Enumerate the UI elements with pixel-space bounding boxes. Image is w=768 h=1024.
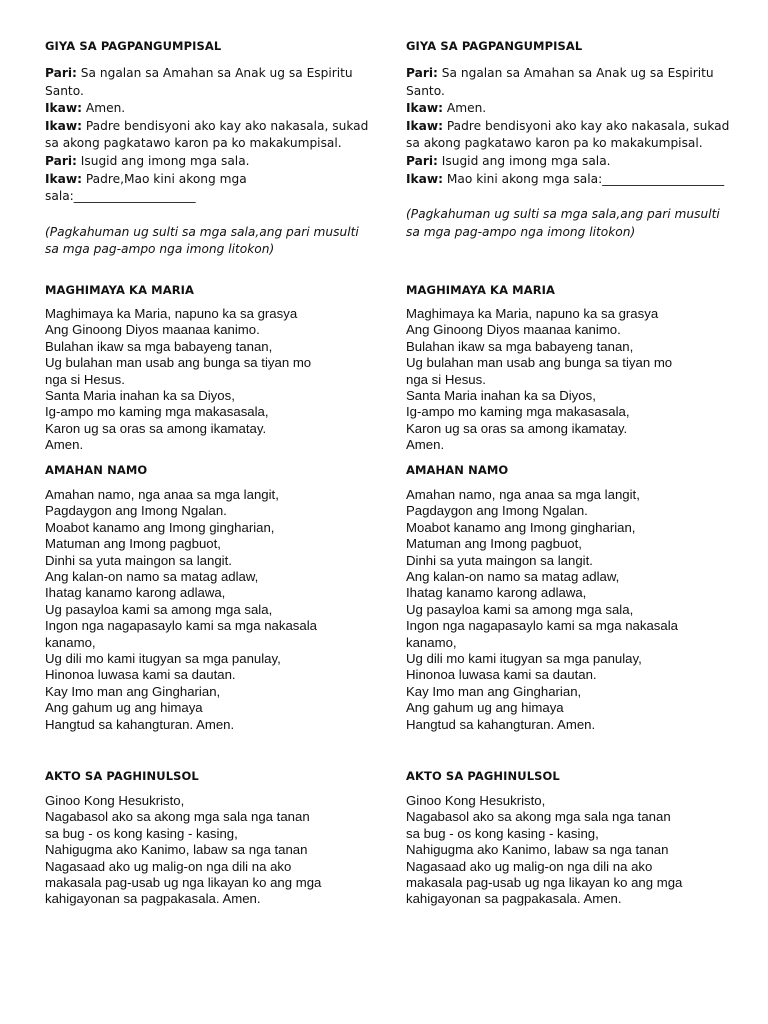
our-father-title: AMAHAN NAMO <box>45 463 148 477</box>
speaker-label: Pari: <box>45 153 77 168</box>
prayer-line: Karon ug sa oras sa among ikamatay. <box>45 420 267 436</box>
prayer-line: kahigayonan sa pagpakasala. Amen. <box>406 891 622 907</box>
prayer-line: Ang kalan-on namo sa matag adlaw, <box>406 569 620 585</box>
prayer-line: Maghimaya ka Maria, napuno ka sa grasya <box>45 306 298 321</box>
prayer-line: Karon ug sa oras sa among ikamatay. <box>406 420 628 436</box>
act-of-contrition-text <box>406 793 682 908</box>
act-of-contrition-title: AKTO SA PAGHINULSOL <box>45 769 199 783</box>
prayer-line: Kay Imo man ang Gingharian, <box>406 683 582 699</box>
prayer-line: Ug bulahan man usab ang bunga sa tiyan mo <box>45 355 312 371</box>
prayer-line: Maghimaya ka Maria, napuno ka sa grasya <box>406 306 659 321</box>
our-father-title: AMAHAN NAMO <box>406 463 509 477</box>
prayer-line: Matuman ang Imong pagbuot, <box>45 536 221 552</box>
speaker-label: Ikaw: <box>406 171 443 186</box>
prayer-line: Nahigugma ako Kanimo, labaw sa nga tanan <box>45 842 308 858</box>
prayer-line: Amen. <box>406 437 445 453</box>
prayer-line: Santa Maria inahan ka sa Diyos, <box>45 388 235 404</box>
prayer-line: Ig-ampo mo kaming mga makasasala, <box>45 404 269 420</box>
prayer-line: Matuman ang Imong pagbuot, <box>406 536 582 552</box>
prayer-line: kahigayonan sa pagpakasala. Amen. <box>45 891 261 907</box>
prayer-line: nga si Hesus. <box>45 371 125 387</box>
confession-note: (Pagkahuman ug sulti sa mga sala,ang pari musulti sa mga pag-ampo nga imong litokon) <box>406 207 720 239</box>
prayer-line: Hangtud sa kahangturan. Amen. <box>45 716 235 732</box>
prayer-line: Ang gahum ug ang himaya <box>406 700 564 716</box>
prayer-line: Ug dili mo kami itugyan sa mga panulay, <box>406 651 642 667</box>
prayer-line: Hinonoa luwasa kami sa dautan. <box>406 667 597 683</box>
speaker-label: Ikaw: <box>45 118 82 133</box>
our-father-text <box>406 487 678 733</box>
confession-dialogue: Pari: Sa ngalan sa Amahan sa Anak ug sa Espiritu Santo. Ikaw: Amen. Ikaw: Padre bendisyoni ako kay ako nakasala, sukad sa akong pagkatawo karon pa ko makakumpisal. Pari: Isugid ang imong mga sala. Ikaw: Padre,Mao kini akong mga sala:____________________ <box>45 66 369 204</box>
prayer-line: Nahigugma ako Kanimo, labaw sa nga tanan <box>406 842 669 858</box>
speaker-label: Ikaw: <box>45 101 82 116</box>
prayer-line: Amahan namo, nga anaa sa mga langit, <box>45 487 279 502</box>
prayer-line: Hinonoa luwasa kami sa dautan. <box>45 667 236 683</box>
left-column <box>45 38 375 907</box>
prayer-line: Nagasaad ako ug malig-on nga dili na ako <box>406 858 653 874</box>
prayer-line: makasala pag-usab ug nga likayan ko ang mga <box>406 875 683 891</box>
confession-title: GIYA SA PAGPANGUMPISAL <box>406 39 583 53</box>
prayer-line: Ingon nga nagapasaylo kami sa mga nakasala <box>45 618 317 634</box>
prayer-line: Ingon nga nagapasaylo kami sa mga nakasala <box>406 618 678 634</box>
prayer-line: Ug pasayloa kami sa among mga sala, <box>45 601 273 617</box>
prayer-line: Amen. <box>45 437 84 453</box>
prayer-line: Ihatag kanamo karong adlawa, <box>406 585 587 601</box>
prayer-line: Ug dili mo kami itugyan sa mga panulay, <box>45 651 281 667</box>
prayer-line: Ug pasayloa kami sa among mga sala, <box>406 601 634 617</box>
prayer-line: sa bug - os kong kasing - kasing, <box>45 825 238 841</box>
prayer-line: Nagabasol ako sa akong mga sala nga tanan <box>45 809 310 825</box>
hail-mary-text <box>45 306 311 454</box>
prayer-line: Hangtud sa kahangturan. Amen. <box>406 716 596 732</box>
speaker-label: Pari: <box>406 66 438 80</box>
prayer-line: Ug bulahan man usab ang bunga sa tiyan mo <box>406 355 673 371</box>
right-column <box>406 38 736 907</box>
prayer-line: sa bug - os kong kasing - kasing, <box>406 825 599 841</box>
prayer-line: Ihatag kanamo karong adlawa, <box>45 585 226 601</box>
confession-title: GIYA SA PAGPANGUMPISAL <box>45 39 222 53</box>
act-of-contrition-title: AKTO SA PAGHINULSOL <box>406 769 560 783</box>
speaker-label: Pari: <box>406 153 438 168</box>
prayer-line: Nagabasol ako sa akong mga sala nga tanan <box>406 809 671 825</box>
speaker-label: Ikaw: <box>406 101 443 116</box>
prayer-line: Amahan namo, nga anaa sa mga langit, <box>406 487 640 502</box>
prayer-line: Ginoo Kong Hesukristo, <box>406 793 546 808</box>
prayer-line: Moabot kanamo ang Imong gingharian, <box>406 519 636 535</box>
prayer-line: Dinhi sa yuta maingon sa langit. <box>45 552 232 568</box>
speaker-label: Ikaw: <box>406 118 443 133</box>
prayer-line: Nagasaad ako ug malig-on nga dili na ako <box>45 858 292 874</box>
prayer-line: Ang Ginoong Diyos maanaa kanimo. <box>45 322 260 338</box>
prayer-line: Pagdaygon ang Imong Ngalan. <box>406 503 588 519</box>
prayer-line: Kay Imo man ang Gingharian, <box>45 683 221 699</box>
prayer-line: nga si Hesus. <box>406 371 486 387</box>
confession-note: (Pagkahuman ug sulti sa mga sala,ang pari musulti sa mga pag-ampo nga imong litokon) <box>45 224 359 257</box>
hail-mary-title: MAGHIMAYA KA MARIA <box>406 283 556 297</box>
confession-dialogue: Pari: Sa ngalan sa Amahan sa Anak ug sa Espiritu Santo. Ikaw: Amen. Ikaw: Padre bendisyoni ako kay ako nakasala, sukad sa akong pagkatawo karon pa ko makakumpisal. Pari: Isugid ang imong mga sala. Ikaw: Mao kini akong mga sala:____________________ <box>406 66 730 186</box>
prayer-line: kanamo, <box>45 634 96 650</box>
prayer-line: Bulahan ikaw sa mga babayeng tanan, <box>406 338 634 354</box>
act-of-contrition-text <box>45 793 321 908</box>
speaker-label: Pari: <box>45 66 77 80</box>
prayer-line: Ginoo Kong Hesukristo, <box>45 793 185 808</box>
prayer-line: Ig-ampo mo kaming mga makasasala, <box>406 404 630 420</box>
prayer-line: makasala pag-usab ug nga likayan ko ang mga <box>45 875 322 891</box>
prayer-line: Ang Ginoong Diyos maanaa kanimo. <box>406 322 621 338</box>
prayer-line: Pagdaygon ang Imong Ngalan. <box>45 503 227 519</box>
prayer-line: Dinhi sa yuta maingon sa langit. <box>406 552 593 568</box>
speaker-label: Ikaw: <box>45 171 82 186</box>
prayer-line: Santa Maria inahan ka sa Diyos, <box>406 388 596 404</box>
prayer-line: kanamo, <box>406 634 457 650</box>
our-father-text <box>45 487 317 733</box>
hail-mary-text <box>406 306 672 454</box>
hail-mary-title: MAGHIMAYA KA MARIA <box>45 283 195 297</box>
prayer-line: Ang gahum ug ang himaya <box>45 700 203 716</box>
prayer-line: Ang kalan-on namo sa matag adlaw, <box>45 569 259 585</box>
prayer-line: Moabot kanamo ang Imong gingharian, <box>45 519 275 535</box>
prayer-line: Bulahan ikaw sa mga babayeng tanan, <box>45 338 273 354</box>
